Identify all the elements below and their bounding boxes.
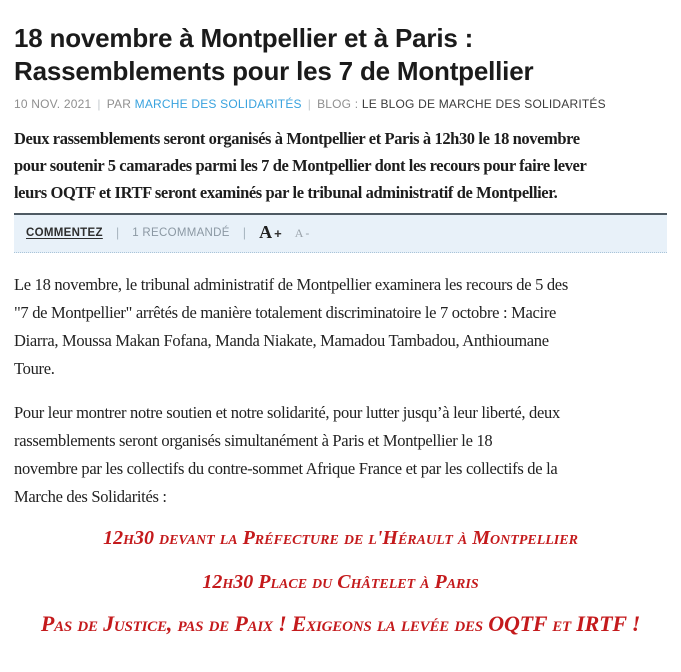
page-title-line-2: Rassemblements pour les 7 de Montpellier bbox=[14, 56, 534, 86]
author-link[interactable]: MARCHE DES SOLIDARITÉS bbox=[134, 97, 302, 111]
intro-line: pour soutenir 5 camarades parmi les 7 de Montpellier dont les recours pour faire lever bbox=[14, 156, 587, 175]
intro-line: leurs OQTF et IRTF seront examinés par le tribunal administratif de Montpellier. bbox=[14, 183, 558, 202]
intro-line: Deux rassemblements seront organisés à Montpellier et Paris à 12h30 le 18 novembre bbox=[14, 129, 580, 148]
blog-link[interactable]: LE BLOG DE MARCHE DES SOLIDARITÉS bbox=[361, 97, 606, 111]
highlight-line-paris: 12h30 Place du Châtelet à Paris bbox=[202, 571, 479, 593]
paragraph-line: Marche des Solidarités : bbox=[14, 487, 167, 506]
font-increase-button[interactable] bbox=[259, 224, 282, 242]
article-toolbar bbox=[14, 213, 667, 253]
intro-paragraph bbox=[14, 125, 667, 206]
page-title-line-1: 18 novembre à Montpellier et à Paris : bbox=[14, 23, 474, 53]
font-decrease-letter: A bbox=[294, 226, 304, 240]
paragraph-line: rassemblements seront organisés simultanément à Paris et Montpellier le 18 bbox=[14, 431, 493, 450]
font-increase-letter: A bbox=[259, 222, 273, 242]
toolbar-separator: | bbox=[115, 225, 120, 240]
page-title bbox=[14, 22, 667, 88]
body-paragraph-1 bbox=[14, 271, 667, 383]
highlight-line-montpellier: 12h30 devant la Préfecture de l'Hérault à Montpellier bbox=[103, 527, 578, 549]
meta-par-label: PAR bbox=[106, 97, 132, 111]
paragraph-line: Le 18 novembre, le tribunal administratif de Montpellier examinera les recours de 5 des bbox=[14, 275, 568, 294]
paragraph-line: novembre par les collectifs du contre-sommet Afrique France et par les collectifs de la bbox=[14, 459, 558, 478]
minus-icon: - bbox=[305, 226, 310, 240]
paragraph-line: Diarra, Moussa Makan Fofana, Manda Niakate, Mamadou Tambadou, Anthioumane bbox=[14, 331, 549, 350]
toolbar-separator: | bbox=[242, 225, 247, 240]
article-meta bbox=[14, 97, 667, 111]
plus-icon: + bbox=[274, 226, 282, 241]
body-paragraph-2 bbox=[14, 399, 667, 511]
comment-button[interactable]: COMMENTEZ bbox=[26, 227, 103, 239]
paragraph-line: Toure. bbox=[14, 359, 55, 378]
meta-date: 10 NOV. 2021 bbox=[14, 97, 92, 111]
recommend-count[interactable]: 1 RECOMMANDÉ bbox=[132, 227, 230, 239]
meta-separator: | bbox=[307, 97, 312, 111]
article-page bbox=[0, 22, 681, 639]
highlight-line-slogan: Pas de Justice, pas de Paix ! Exigeons la levée des OQTF et IRTF ! bbox=[40, 611, 641, 636]
font-decrease-button[interactable] bbox=[295, 225, 310, 241]
paragraph-line: "7 de Montpellier" arrêtés de manière totalement discriminatoire le 7 octobre : Macire bbox=[14, 303, 557, 322]
paragraph-line: Pour leur montrer notre soutien et notre solidarité, pour lutter jusqu’à leur liberté, deux bbox=[14, 403, 560, 422]
meta-separator: | bbox=[97, 97, 101, 111]
meta-blog-label: BLOG : bbox=[317, 97, 359, 111]
